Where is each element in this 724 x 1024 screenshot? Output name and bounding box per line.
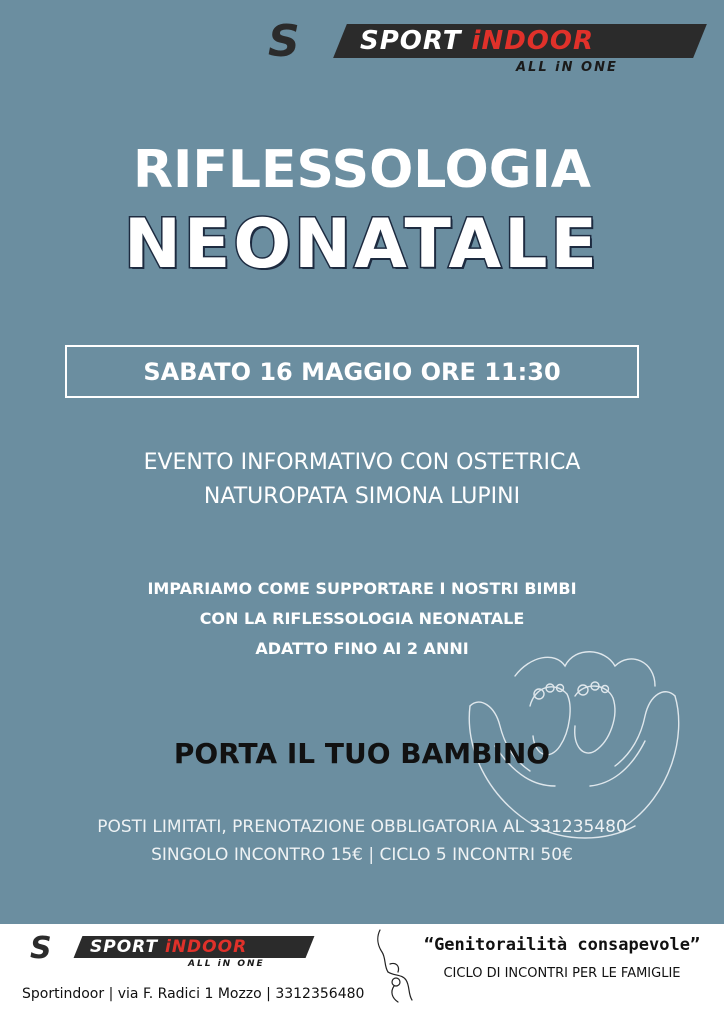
learn-line-2: CON LA RIFLESSOLOGIA NEONATALE xyxy=(199,609,525,628)
title-line-1: RIFLESSOLOGIA xyxy=(132,140,592,200)
footer-logo-brand: SPORT iNDOOR xyxy=(90,937,248,957)
footer-sport-indoor-logo xyxy=(30,933,315,973)
booking-line-2: SINGOLO INCONTRO 15€ | CICLO 5 INCONTRI 50€ xyxy=(151,845,573,865)
footer-logo-mark: S xyxy=(30,931,48,966)
booking-line-1: POSTI LIMITATI, PRENOTAZIONE OBBLIGATORIA AL 331235480 xyxy=(97,817,627,837)
date-box xyxy=(65,345,639,398)
event-info-line-2: NATUROPATA SIMONA LUPINI xyxy=(203,484,521,509)
learn-line-1: IMPARIAMO COME SUPPORTARE I NOSTRI BIMBI xyxy=(147,579,577,598)
footer-logo-tagline: ALL iN ONE xyxy=(188,959,265,969)
footer-address: Sportindoor | via F. Radici 1 Mozzo | 3312356480 xyxy=(22,986,365,1002)
event-info-line-1: EVENTO INFORMATIVO CON OSTETRICA xyxy=(143,450,581,475)
sport-indoor-logo xyxy=(268,16,708,78)
logo-mark: S xyxy=(268,16,294,67)
event-info xyxy=(0,446,724,514)
logo-tagline: ALL iN ONE xyxy=(516,60,618,75)
call-to-action: PORTA IL TUO BAMBINO xyxy=(173,737,551,770)
title-line-2: NEONATALE xyxy=(124,205,600,284)
series-subtitle: CICLO DI INCONTRI PER LE FAMIGLIE xyxy=(443,966,681,981)
booking-info xyxy=(0,813,724,869)
series-title: “Genitorailità consapevole” xyxy=(423,935,701,955)
event-date: SABATO 16 MAGGIO ORE 11:30 xyxy=(143,357,561,386)
logo-brand: SPORT iNDOOR xyxy=(360,26,595,56)
learn-line-3: ADATTO FINO AI 2 ANNI xyxy=(255,639,469,658)
